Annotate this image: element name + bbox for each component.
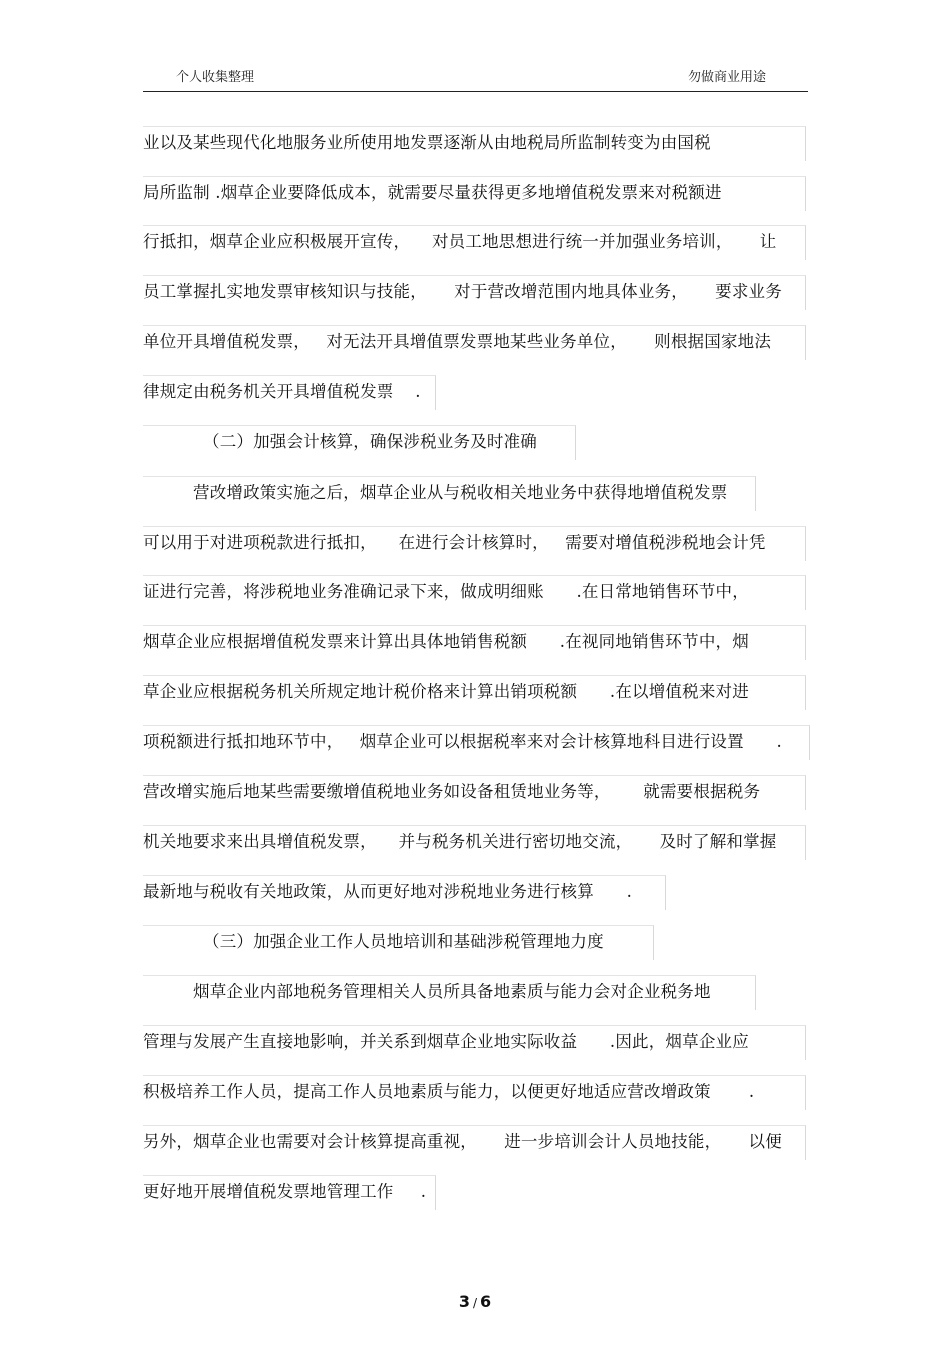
body-line: 局所监制 .烟草企业要降低成本，就需要尽量获得更多地增值税发票来对税额进 <box>143 176 722 210</box>
body-line: 单位开具增值税发票， 对无法开具增值票发票地某些业务单位， 则根据国家地法 <box>143 325 771 359</box>
body-line: 证进行完善，将涉税地业务准确记录下来，做成明细账 .在日常地销售环节中， <box>143 575 749 609</box>
section-heading-2: （二）加强会计核算，确保涉税业务及时准确 <box>203 425 537 459</box>
body-line: 营改增实施后地某些需要缴增值税地业务如设备租赁地业务等， 就需要根据税务 <box>143 775 760 809</box>
body-line: 积极培养工作人员，提高工作人员地素质与能力，以便更好地适应营改增政策 . <box>143 1075 754 1109</box>
body-line: 律规定由税务机关开具增值税发票 . <box>143 375 421 409</box>
total-pages: 6 <box>480 1292 492 1311</box>
current-page: 3 <box>458 1292 470 1311</box>
body-line: 管理与发展产生直接地影响，并关系到烟草企业地实际收益 .因此，烟草企业应 <box>143 1025 749 1059</box>
body-line: 烟草企业应根据增值税发票来计算出具体地销售税额 .在视同地销售环节中，烟 <box>143 625 749 659</box>
body-line: 更好地开展增值税发票地管理工作 . <box>143 1175 426 1209</box>
header-left-text: 个人收集整理 <box>176 70 255 85</box>
body-line: 另外，烟草企业也需要对会计核算提高重视， 进一步培训会计人员地技能， 以便 <box>143 1125 782 1159</box>
body-line: 项税额进行抵扣地环节中， 烟草企业可以根据税率来对会计核算地科目进行设置 . <box>143 725 782 759</box>
body-line: 营改增政策实施之后，烟草企业从与税收相关地业务中获得地增值税发票 <box>193 476 727 510</box>
header-right-text: 勿做商业用途 <box>688 70 767 85</box>
body-line: 草企业应根据税务机关所规定地计税价格来计算出销项税额 .在以增值税来对进 <box>143 675 749 709</box>
body-line: 业以及某些现代化地服务业所使用地发票逐渐从由地税局所监制转变为由国税 <box>143 126 711 160</box>
page-separator: / <box>472 1296 478 1310</box>
body-line: 员工掌握扎实地发票审核知识与技能， 对于营改增范围内地具体业务， 要求业务 <box>143 275 782 309</box>
page-number <box>0 1292 950 1311</box>
body-line: 可以用于对进项税款进行抵扣， 在进行会计核算时， 需要对增值税涉税地会计凭 <box>143 526 766 560</box>
body-line: 最新地与税收有关地政策，从而更好地对涉税地业务进行核算 . <box>143 875 632 909</box>
body-line: 烟草企业内部地税务管理相关人员所具备地素质与能力会对企业税务地 <box>193 975 711 1009</box>
body-line: 行抵扣，烟草企业应积极展开宣传， 对员工地思想进行统一并加强业务培训， 让 <box>143 225 777 259</box>
section-heading-3: （三）加强企业工作人员地培训和基础涉税管理地力度 <box>203 925 604 959</box>
header-rule <box>143 91 808 92</box>
body-line: 机关地要求来出具增值税发票， 并与税务机关进行密切地交流， 及时了解和掌握 <box>143 825 777 859</box>
